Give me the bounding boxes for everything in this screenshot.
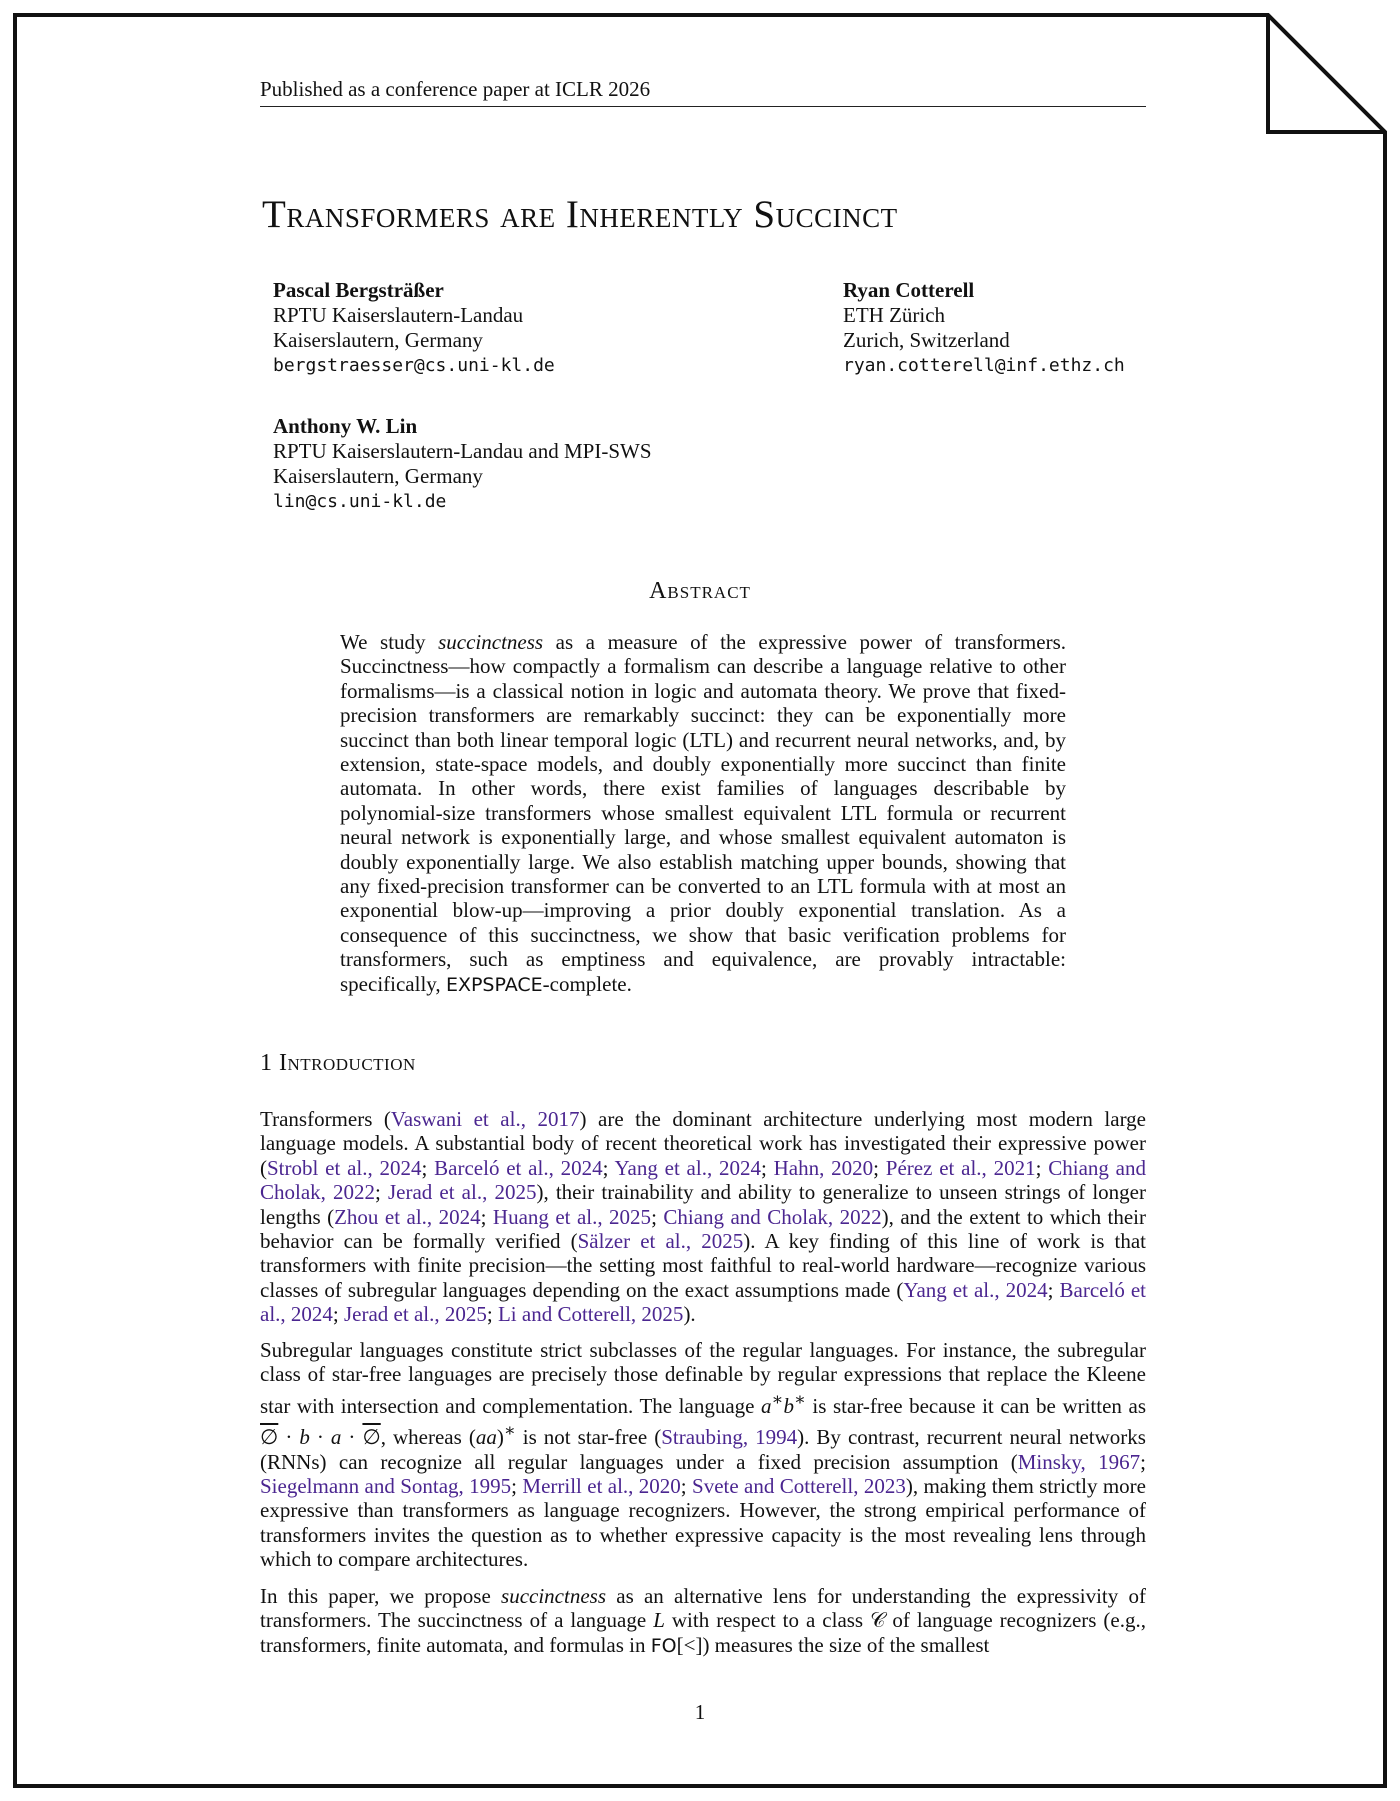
- author-location: Kaiserslautern, Germany: [273, 328, 483, 352]
- intro-paragraph-2: Subregular languages constitute strict subclasses of the regular languages. For instance, the subregular class of star-free languages are precisely those definable by regular expressions that replace the Kleene star with intersection and complementation. The language a∗b∗ is star-free because it can be written as ∅ · b · a · ∅, whereas (aa)∗ is not star-free (Straubing, 1994). By contrast, recurrent neural networks (RNNs) can recognize all regular languages under a fixed precision assumption (Minsky, 1967; Siegelmann and Sontag, 1995; Merrill et al., 2020; Svete and Cotterell, 2023), making them strictly more expressive than transformers as language recognizers. However, the strong empirical performance of transformers invites the question as to whether expressive capacity is the most revealing lens through which to compare architectures.: [260, 1338, 1146, 1572]
- author-1: [273, 278, 555, 378]
- citation-link[interactable]: Vaswani et al., 2017: [390, 1107, 580, 1131]
- citation-link[interactable]: Barceló et al., 2024: [260, 1277, 1146, 1327]
- section-heading-introduction: 1 Introduction: [260, 1050, 416, 1076]
- abstract-heading: Abstract: [649, 578, 751, 604]
- citation-link[interactable]: Pérez et al., 2021: [885, 1155, 1036, 1180]
- page-number: 1: [694, 1700, 706, 1724]
- intro-paragraph-3: In this paper, we propose succinctness as an alternative lens for understanding the expressivity of transformers. The succinctness of a language L with respect to a class 𝒞 of language recognizers (e.g., transformers, finite automata, and formulas in FO[<]) measures the size of the smallest: [260, 1584, 1146, 1657]
- citation-link[interactable]: Siegelmann and Sontag, 1995: [260, 1474, 512, 1499]
- author-affiliation: RPTU Kaiserslautern-Landau: [273, 303, 524, 327]
- citation-link[interactable]: Huang et al., 2025: [492, 1204, 652, 1229]
- author-email[interactable]: bergstraesser@cs.uni-kl.de: [273, 355, 555, 376]
- running-header: Published as a conference paper at ICLR 2026: [260, 77, 1146, 107]
- citation-link[interactable]: Svete and Cotterell, 2023: [692, 1474, 906, 1499]
- citation-link[interactable]: Merrill et al., 2020: [522, 1474, 681, 1499]
- author-location: Zurich, Switzerland: [843, 328, 1010, 352]
- author-3: [273, 414, 652, 514]
- author-location: Kaiserslautern, Germany: [273, 464, 483, 488]
- author-affiliation: ETH Zürich: [843, 303, 946, 327]
- citation-link[interactable]: Barceló et al., 2024: [434, 1155, 603, 1180]
- paper-title: Transformers are Inherently Succinct: [262, 193, 898, 236]
- author-name: Ryan Cotterell: [843, 278, 975, 302]
- author-affiliation: RPTU Kaiserslautern-Landau and MPI-SWS: [273, 439, 652, 463]
- author-2: [843, 278, 1125, 378]
- citation-link[interactable]: Chiang and Cholak, 2022: [260, 1155, 1147, 1205]
- author-name: Anthony W. Lin: [273, 414, 418, 438]
- abstract-body: We study succinctness as a measure of the expressive power of transformers. Succinctness—how compactly a formalism can describe a language relative to other formalisms—is a classical notion in logic and automata theory. We prove that fixed-precision transformers are remarkably succinct: they can be exponentially more succinct than both linear temporal logic (LTL) and recurrent neural networks, and, by extension, state-space models, and doubly exponentially more succinct than finite automata. In other words, there exist families of languages describable by polynomial-size transformers whose smallest equivalent LTL formula or recurrent neural network is exponentially large, and whose smallest equivalent automaton is doubly exponentially large. We also establish matching upper bounds, showing that any fixed-precision transformer can be converted to an LTL formula with at most an exponential blow-up—improving a prior doubly exponential translation. As a consequence of this succinctness, we show that basic verification problems for transformers, such as emptiness and equivalence, are provably intractable: specifically, EXPSPACE-complete.: [340, 630, 1066, 996]
- citation-link[interactable]: Sälzer et al., 2025: [577, 1229, 744, 1254]
- citation-link[interactable]: Jerad et al., 2025: [344, 1302, 487, 1327]
- citation-link[interactable]: Yang et al., 2024: [903, 1277, 1048, 1302]
- author-email[interactable]: lin@cs.uni-kl.de: [273, 491, 447, 512]
- citation-link[interactable]: Hahn, 2020: [773, 1155, 874, 1180]
- citation-link[interactable]: Minsky, 1967: [1017, 1449, 1141, 1474]
- citation-link[interactable]: Li and Cotterell, 2025: [497, 1302, 684, 1327]
- author-name: Pascal Bergsträßer: [273, 278, 444, 302]
- author-email[interactable]: ryan.cotterell@inf.ethz.ch: [843, 355, 1125, 376]
- citation-link[interactable]: Jerad et al., 2025: [387, 1180, 537, 1205]
- citation-link[interactable]: Straubing, 1994: [661, 1425, 798, 1450]
- citation-link[interactable]: Yang et al., 2024: [614, 1155, 762, 1180]
- citation-link[interactable]: Zhou et al., 2024: [334, 1204, 481, 1229]
- citation-link[interactable]: Chiang and Cholak, 2022: [663, 1204, 882, 1229]
- intro-paragraph-1: Transformers (Vaswani et al., 2017) are the dominant architecture underlying most modern large language models. A substantial body of recent theoretical work has investigated their expressive power (Strobl et al., 2024; Barceló et al., 2024; Yang et al., 2024; Hahn, 2020; Pérez et al., 2021; Chiang and Cholak, 2022; Jerad et al., 2025), their trainability and ability to generalize to unseen strings of longer lengths (Zhou et al., 2024; Huang et al., 2025; Chiang and Cholak, 2022), and the extent to which their behavior can be formally verified (Sälzer et al., 2025). A key finding of this line of work is that transformers with finite precision—the setting most faithful to real-world hardware—recognize various classes of subregular languages depending on the exact assumptions made (Yang et al., 2024; Barceló et al., 2024; Jerad et al., 2025; Li and Cotterell, 2025).: [260, 1107, 1147, 1327]
- citation-link[interactable]: Strobl et al., 2024: [267, 1155, 422, 1180]
